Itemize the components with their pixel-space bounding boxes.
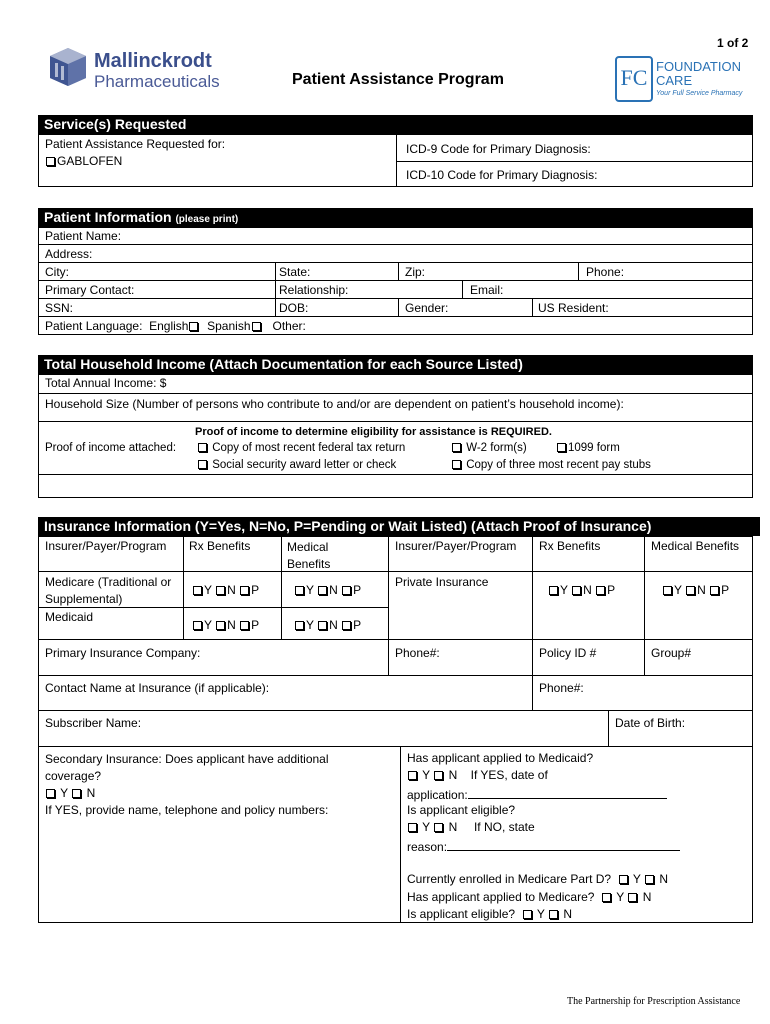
f1099-checkbox[interactable]: [557, 443, 566, 452]
address-field[interactable]: Address:: [45, 247, 93, 261]
medicare-rx-p[interactable]: [240, 586, 249, 595]
medicare-applied-y[interactable]: [602, 893, 611, 902]
foundation-care-logo: FC: [615, 56, 653, 102]
p-label: P: [353, 583, 362, 597]
annual-income-field[interactable]: Total Annual Income: $: [45, 376, 167, 390]
n-label: N: [697, 583, 706, 597]
ssn-field[interactable]: SSN:: [45, 301, 74, 315]
medicare-rx-ynp[interactable]: [192, 583, 259, 598]
relationship-field[interactable]: Relationship:: [279, 283, 349, 297]
medicare-med-y[interactable]: [295, 586, 304, 595]
y-label: Y: [674, 583, 682, 597]
private-rx-n[interactable]: [572, 586, 581, 595]
secondary-details-field[interactable]: If YES, provide name, telephone and policy numbers:: [45, 803, 329, 817]
insurance-header: Insurance Information (Y=Yes, N=No, P=Pending or Wait Listed) (Attach Proof of Insurance): [38, 517, 760, 536]
w2-checkbox[interactable]: [452, 443, 461, 452]
medicare-rx-y[interactable]: [193, 586, 202, 595]
tax-return-checkbox[interactable]: [198, 443, 207, 452]
gablofen-label: GABLOFEN: [57, 154, 123, 168]
medicare-medical-ynp[interactable]: [294, 583, 361, 598]
proof-required-notice: Proof of income to determine eligibility for assistance is REQUIRED.: [195, 426, 552, 438]
y-label: Y: [422, 820, 430, 834]
patient-header-note: (please print): [175, 214, 239, 225]
medicaid-med-p[interactable]: [342, 621, 351, 630]
subscriber-name-field[interactable]: Subscriber Name:: [45, 716, 142, 730]
primary-contact-field[interactable]: Primary Contact:: [45, 283, 135, 297]
email-field[interactable]: Email:: [470, 283, 504, 297]
eligible-n[interactable]: [434, 823, 443, 832]
f1099-label: 1099 form: [568, 442, 620, 454]
reason-field[interactable]: [407, 838, 680, 855]
us-resident-field[interactable]: US Resident:: [538, 301, 609, 315]
foundation-care-care: CARE: [656, 73, 693, 88]
private-rx-y[interactable]: [549, 586, 558, 595]
w2-option[interactable]: [451, 441, 527, 456]
p-label: P: [607, 583, 616, 597]
y-label: Y: [204, 618, 212, 632]
patient-header: [38, 208, 753, 227]
patient-language-row: [45, 319, 306, 334]
col-medical-left: Medical Benefits: [287, 540, 331, 571]
if-no-state-label: If NO, state: [473, 820, 535, 834]
y-label: Y: [536, 907, 545, 921]
col-insurer-right: Insurer/Payer/Program: [395, 539, 517, 553]
medicare-eligible-y[interactable]: [523, 910, 532, 919]
p-label: P: [251, 618, 260, 632]
primary-company-field[interactable]: Primary Insurance Company:: [45, 646, 201, 660]
medicaid-rx-n[interactable]: [216, 621, 225, 630]
private-med-y[interactable]: [663, 586, 672, 595]
medicare-med-p[interactable]: [342, 586, 351, 595]
medicaid-eligible-yn[interactable]: [407, 820, 535, 835]
spanish-label: Spanish: [207, 319, 251, 333]
medicare-eligible-label: Is applicant eligible?: [407, 907, 516, 921]
n-label: N: [227, 618, 236, 632]
medicaid-applied-label: Has applicant applied to Medicaid?: [407, 751, 594, 765]
mallinckrodt-name: Mallinckrodt: [94, 50, 212, 72]
p-label: P: [353, 618, 362, 632]
gablofen-checkbox[interactable]: [46, 157, 55, 166]
medicaid-rx-ynp[interactable]: [192, 618, 259, 633]
n-label: N: [448, 820, 458, 834]
mallinckrodt-subtitle: Pharmaceuticals: [94, 72, 220, 91]
y-label: Y: [306, 583, 314, 597]
application-date-field[interactable]: [407, 786, 667, 803]
private-medical-ynp[interactable]: [662, 583, 729, 598]
if-yes-date-label: If YES, date of: [470, 768, 548, 782]
y-label: Y: [616, 890, 625, 904]
english-label: English: [149, 319, 189, 333]
icd9-field[interactable]: ICD-9 Code for Primary Diagnosis:: [406, 142, 591, 156]
foundation-care-name: FOUNDATION: [656, 59, 741, 74]
col-medical-right: Medical Benefits: [651, 539, 740, 553]
private-med-p[interactable]: [710, 586, 719, 595]
household-size-field[interactable]: Household Size (Number of persons who contribute to and/or are dependent on patient’s household income):: [45, 397, 624, 411]
medicare-med-n[interactable]: [318, 586, 327, 595]
proof-attached-label: Proof of income attached:: [45, 442, 177, 454]
services-header: Service(s) Requested: [38, 115, 753, 134]
medicaid-label: Medicaid: [45, 610, 94, 624]
secondary-yn[interactable]: [45, 786, 95, 801]
medicaid-applied-yn[interactable]: [407, 768, 548, 783]
reason-label: reason:: [407, 840, 448, 854]
contact-name-field[interactable]: Contact Name at Insurance (if applicable):: [45, 681, 270, 695]
n-label: N: [227, 583, 236, 597]
medicare-applied-row: [407, 890, 651, 905]
assistance-requested-label: Patient Assistance Requested for:: [45, 137, 226, 151]
application-label: application:: [407, 788, 468, 802]
gablofen-option[interactable]: [45, 154, 122, 169]
reason-line[interactable]: [447, 838, 680, 851]
zip-field[interactable]: Zip:: [405, 265, 426, 279]
gender-field[interactable]: Gender:: [405, 301, 449, 315]
page-title: Patient Assistance Program: [292, 71, 504, 88]
y-label: Y: [422, 768, 430, 782]
col-rx-right: Rx Benefits: [539, 539, 601, 553]
col-rx-left: Rx Benefits: [189, 539, 251, 553]
subscriber-dob-field[interactable]: Date of Birth:: [615, 716, 686, 730]
foundation-care-tagline: Your Full Service Pharmacy: [656, 90, 743, 97]
city-field[interactable]: City:: [45, 265, 69, 279]
pay-stubs-label: Copy of three most recent pay stubs: [466, 459, 651, 471]
n-label: N: [563, 907, 573, 921]
y-label: Y: [560, 583, 568, 597]
ss-award-checkbox[interactable]: [198, 460, 207, 469]
medicaid-applied-n[interactable]: [434, 771, 443, 780]
state-field[interactable]: State:: [279, 265, 311, 279]
n-label: N: [86, 786, 96, 800]
medicare-eligible-n[interactable]: [549, 910, 558, 919]
private-rx-ynp[interactable]: [548, 583, 615, 598]
part-d-y[interactable]: [619, 875, 628, 884]
n-label: N: [448, 768, 458, 782]
tax-return-label: Copy of most recent federal tax return: [212, 442, 406, 454]
n-label: N: [659, 872, 669, 886]
mallinckrodt-cube-icon: [46, 46, 92, 88]
page-number: 1 of 2: [717, 36, 749, 50]
y-label: Y: [204, 583, 212, 597]
y-label: Y: [306, 618, 314, 632]
pay-stubs-checkbox[interactable]: [452, 460, 461, 469]
secondary-n-checkbox[interactable]: [72, 789, 81, 798]
patient-name-field[interactable]: Patient Name:: [45, 229, 122, 243]
patient-header-title: Patient Information: [44, 209, 172, 225]
mallinckrodt-logo: [46, 46, 92, 93]
medicare-applied-label: Has applicant applied to Medicare?: [407, 890, 595, 904]
w2-label: W-2 form(s): [466, 442, 527, 454]
medicaid-applied-y[interactable]: [408, 771, 417, 780]
medicare-label: Medicare (Traditional or Supplemental): [45, 575, 172, 606]
pay-stubs-option[interactable]: [451, 458, 651, 473]
policy-id-field[interactable]: Policy ID #: [539, 646, 597, 660]
secondary-y-checkbox[interactable]: [46, 789, 55, 798]
secondary-question: Secondary Insurance: Does applicant have additional coverage?: [45, 752, 329, 783]
n-label: N: [642, 890, 652, 904]
icd10-field[interactable]: ICD-10 Code for Primary Diagnosis:: [406, 168, 598, 182]
medicaid-rx-y[interactable]: [193, 621, 202, 630]
medicaid-med-y[interactable]: [295, 621, 304, 630]
y-label: Y: [60, 786, 68, 800]
medicare-eligible-row: [407, 907, 572, 922]
group-field[interactable]: Group#: [651, 646, 692, 660]
primary-phone-field[interactable]: Phone#:: [395, 646, 440, 660]
medicaid-eligible-label: Is applicant eligible?: [407, 803, 516, 817]
p-label: P: [251, 583, 260, 597]
private-med-n[interactable]: [686, 586, 695, 595]
language-label: Patient Language:: [45, 319, 143, 333]
medicaid-rx-p[interactable]: [240, 621, 249, 630]
tax-return-option[interactable]: [197, 441, 405, 456]
n-label: N: [583, 583, 592, 597]
p-label: P: [721, 583, 730, 597]
ss-award-label: Social security award letter or check: [212, 459, 397, 471]
dob-field[interactable]: DOB:: [279, 301, 309, 315]
phone-field[interactable]: Phone:: [586, 265, 625, 279]
spanish-checkbox[interactable]: [252, 322, 261, 331]
medicaid-med-n[interactable]: [318, 621, 327, 630]
english-checkbox[interactable]: [189, 322, 198, 331]
ss-award-option[interactable]: [197, 458, 396, 473]
private-rx-p[interactable]: [596, 586, 605, 595]
part-d-row: [407, 872, 668, 887]
medicare-applied-n[interactable]: [628, 893, 637, 902]
contact-phone-field[interactable]: Phone#:: [539, 681, 584, 695]
other-language-field[interactable]: Other:: [272, 319, 306, 333]
part-d-n[interactable]: [645, 875, 654, 884]
n-label: N: [329, 583, 338, 597]
y-label: Y: [632, 872, 641, 886]
medicare-rx-n[interactable]: [216, 586, 225, 595]
eligible-y[interactable]: [408, 823, 417, 832]
col-insurer-left: Insurer/Payer/Program: [45, 539, 167, 553]
income-header: Total Household Income (Attach Documentation for each Source Listed): [38, 355, 753, 374]
private-insurance-label: Private Insurance: [395, 575, 489, 589]
part-d-label: Currently enrolled in Medicare Part D?: [407, 872, 612, 886]
medicaid-medical-ynp[interactable]: [294, 618, 361, 633]
application-date-line[interactable]: [468, 786, 667, 799]
f1099-option[interactable]: [556, 441, 620, 456]
n-label: N: [329, 618, 338, 632]
footer-text: The Partnership for Prescription Assistance: [567, 996, 741, 1007]
